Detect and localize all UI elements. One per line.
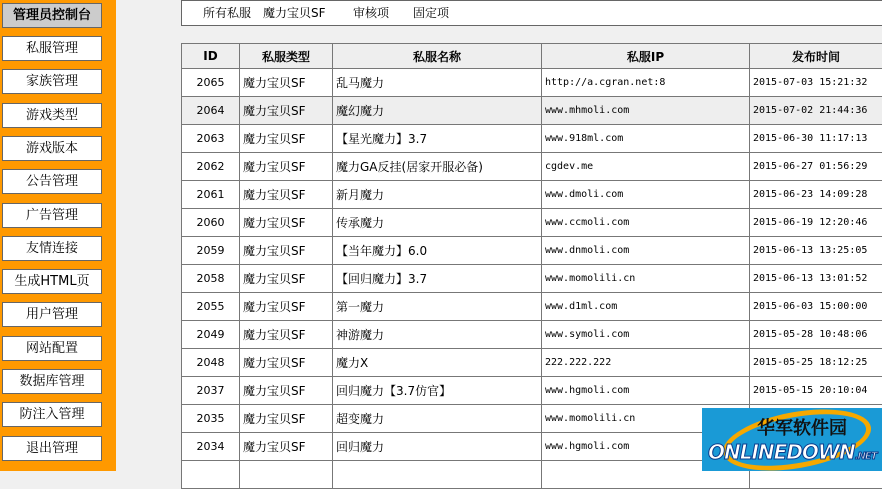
table-row[interactable] bbox=[182, 125, 882, 153]
top-nav-link[interactable]: 所有私服 bbox=[203, 1, 251, 25]
time-cell: 2015-06-23 14:09:28 bbox=[750, 181, 882, 209]
name-cell: 【星光魔力】3.7 bbox=[333, 125, 542, 153]
ip-cell: www.918ml.com bbox=[542, 125, 750, 153]
time-cell: 2015-06-13 13:01:52 bbox=[750, 265, 882, 293]
type-cell: 魔力宝贝SF bbox=[240, 377, 333, 405]
table-row[interactable] bbox=[182, 321, 882, 349]
watermark-logo: 华军软件园 ONLINEDOWN.NET bbox=[702, 408, 882, 471]
type-cell: 魔力宝贝SF bbox=[240, 433, 333, 461]
ip-cell: www.d1ml.com bbox=[542, 293, 750, 321]
name-cell: 第一魔力 bbox=[333, 293, 542, 321]
time-cell: 2015-05-25 18:12:25 bbox=[750, 349, 882, 377]
id-cell: 2037 bbox=[182, 377, 240, 405]
top-nav-link[interactable]: 审核项 bbox=[353, 1, 389, 25]
type-cell bbox=[240, 461, 333, 489]
table-row[interactable] bbox=[182, 237, 882, 265]
id-cell: 2062 bbox=[182, 153, 240, 181]
ip-cell: www.hgmoli.com bbox=[542, 377, 750, 405]
id-cell: 2048 bbox=[182, 349, 240, 377]
id-cell: 2035 bbox=[182, 405, 240, 433]
type-cell: 魔力宝贝SF bbox=[240, 293, 333, 321]
ip-cell: http://a.cgran.net:8 bbox=[542, 69, 750, 97]
ip-cell: www.symoli.com bbox=[542, 321, 750, 349]
time-cell: 2015-06-03 15:00:00 bbox=[750, 293, 882, 321]
time-cell: 2015-05-15 20:10:04 bbox=[750, 377, 882, 405]
sidebar-item[interactable]: 游戏类型 bbox=[2, 103, 102, 128]
name-cell: 超变魔力 bbox=[333, 405, 542, 433]
column-header: 私服IP bbox=[542, 44, 750, 69]
top-nav-link[interactable]: 固定项 bbox=[413, 1, 449, 25]
ip-cell: cgdev.me bbox=[542, 153, 750, 181]
sidebar-item[interactable]: 私服管理 bbox=[2, 36, 102, 61]
table-row[interactable] bbox=[182, 377, 882, 405]
table-row[interactable] bbox=[182, 181, 882, 209]
id-cell: 2058 bbox=[182, 265, 240, 293]
type-cell: 魔力宝贝SF bbox=[240, 125, 333, 153]
type-cell: 魔力宝贝SF bbox=[240, 181, 333, 209]
sidebar-item[interactable]: 防注入管理 bbox=[2, 402, 102, 427]
type-cell: 魔力宝贝SF bbox=[240, 237, 333, 265]
id-cell: 2065 bbox=[182, 69, 240, 97]
time-cell: 2015-07-03 15:21:32 bbox=[750, 69, 882, 97]
type-cell: 魔力宝贝SF bbox=[240, 97, 333, 125]
ip-cell: www.momolili.cn bbox=[542, 405, 750, 433]
column-header: ID bbox=[182, 44, 240, 69]
column-header: 发布时间 bbox=[750, 44, 882, 69]
id-cell: 2063 bbox=[182, 125, 240, 153]
table-row[interactable] bbox=[182, 265, 882, 293]
sidebar-item[interactable]: 网站配置 bbox=[2, 336, 102, 361]
ip-cell: www.hgmoli.com bbox=[542, 433, 750, 461]
id-cell: 2055 bbox=[182, 293, 240, 321]
name-cell: 【回归魔力】3.7 bbox=[333, 265, 542, 293]
top-nav bbox=[181, 0, 882, 26]
sidebar-item[interactable]: 广告管理 bbox=[2, 203, 102, 228]
id-cell: 2034 bbox=[182, 433, 240, 461]
sidebar-item[interactable]: 友情连接 bbox=[2, 236, 102, 261]
sidebar-item[interactable]: 公告管理 bbox=[2, 169, 102, 194]
sidebar-item[interactable]: 生成HTML页 bbox=[2, 269, 102, 294]
table-row[interactable] bbox=[182, 349, 882, 377]
id-cell: 2059 bbox=[182, 237, 240, 265]
sidebar-item[interactable]: 游戏版本 bbox=[2, 136, 102, 161]
type-cell: 魔力宝贝SF bbox=[240, 265, 333, 293]
sidebar-item[interactable]: 用户管理 bbox=[2, 302, 102, 327]
sidebar-item[interactable]: 退出管理 bbox=[2, 436, 102, 461]
ip-cell: www.mhmoli.com bbox=[542, 97, 750, 125]
time-cell: 2015-06-30 11:17:13 bbox=[750, 125, 882, 153]
id-cell: 2061 bbox=[182, 181, 240, 209]
type-cell: 魔力宝贝SF bbox=[240, 153, 333, 181]
name-cell: 回归魔力【3.7仿官】 bbox=[333, 377, 542, 405]
time-cell: 2015-06-27 01:56:29 bbox=[750, 153, 882, 181]
name-cell: 魔幻魔力 bbox=[333, 97, 542, 125]
sidebar-item[interactable]: 数据库管理 bbox=[2, 369, 102, 394]
type-cell: 魔力宝贝SF bbox=[240, 69, 333, 97]
name-cell: 神游魔力 bbox=[333, 321, 542, 349]
sidebar-title: 管理员控制台 bbox=[2, 3, 102, 28]
name-cell: 新月魔力 bbox=[333, 181, 542, 209]
ip-cell: www.ccmoli.com bbox=[542, 209, 750, 237]
type-cell: 魔力宝贝SF bbox=[240, 321, 333, 349]
name-cell: 魔力X bbox=[333, 349, 542, 377]
table-row[interactable] bbox=[182, 209, 882, 237]
time-cell: 2015-05-28 10:48:06 bbox=[750, 321, 882, 349]
time-cell: 2015-07-02 21:44:36 bbox=[750, 97, 882, 125]
table-row[interactable] bbox=[182, 69, 882, 97]
ip-cell: www.dnmoli.com bbox=[542, 237, 750, 265]
name-cell bbox=[333, 461, 542, 489]
name-cell: 魔力GA反挂(居家开服必备) bbox=[333, 153, 542, 181]
ip-cell: www.momolili.cn bbox=[542, 265, 750, 293]
column-header: 私服名称 bbox=[333, 44, 542, 69]
id-cell bbox=[182, 461, 240, 489]
time-cell: 2015-06-19 12:20:46 bbox=[750, 209, 882, 237]
id-cell: 2060 bbox=[182, 209, 240, 237]
name-cell: 传承魔力 bbox=[333, 209, 542, 237]
top-nav-link[interactable]: 魔力宝贝SF bbox=[263, 1, 326, 25]
id-cell: 2064 bbox=[182, 97, 240, 125]
name-cell: 乱马魔力 bbox=[333, 69, 542, 97]
type-cell: 魔力宝贝SF bbox=[240, 209, 333, 237]
sidebar bbox=[0, 0, 116, 471]
type-cell: 魔力宝贝SF bbox=[240, 405, 333, 433]
time-cell: 2015-06-13 13:25:05 bbox=[750, 237, 882, 265]
table-row[interactable] bbox=[182, 153, 882, 181]
ip-cell: www.dmoli.com bbox=[542, 181, 750, 209]
name-cell: 回归魔力 bbox=[333, 433, 542, 461]
table-row[interactable] bbox=[182, 293, 882, 321]
ip-cell: 222.222.222 bbox=[542, 349, 750, 377]
name-cell: 【当年魔力】6.0 bbox=[333, 237, 542, 265]
column-header: 私服类型 bbox=[240, 44, 333, 69]
table-row[interactable] bbox=[182, 97, 882, 125]
id-cell: 2049 bbox=[182, 321, 240, 349]
type-cell: 魔力宝贝SF bbox=[240, 349, 333, 377]
sidebar-item[interactable]: 家族管理 bbox=[2, 69, 102, 94]
